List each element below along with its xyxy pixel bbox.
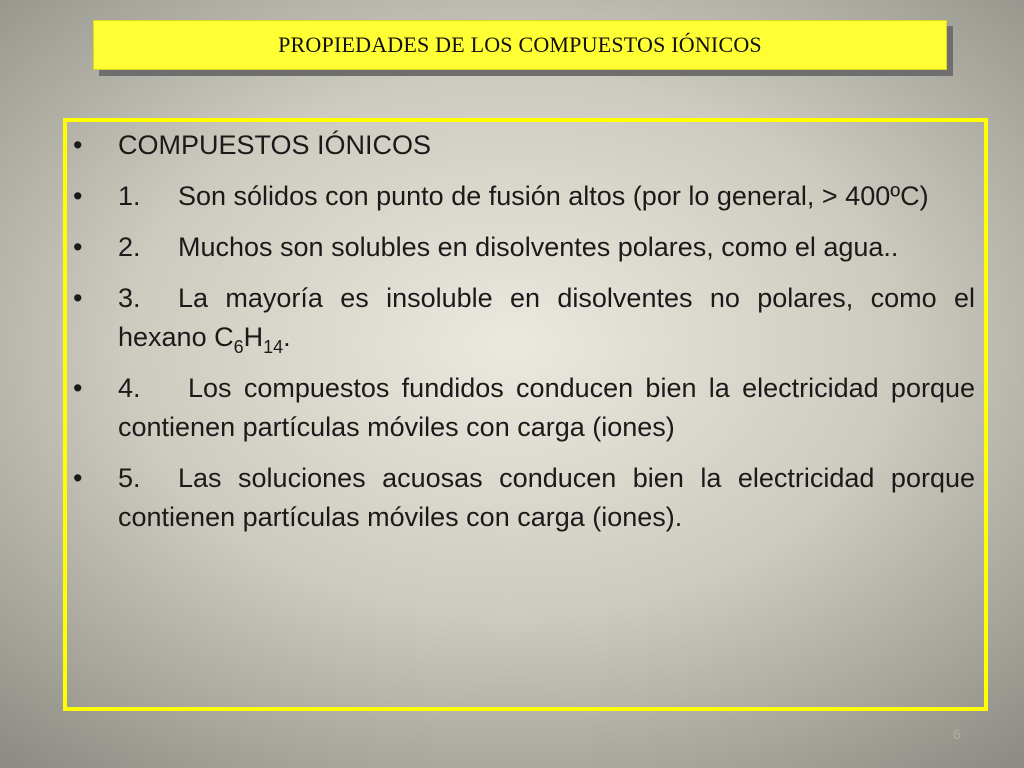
bullet-heading: COMPUESTOS IÓNICOS: [118, 130, 432, 160]
bullet-list: [73, 126, 975, 549]
item-text: La mayoría es insoluble en disolventes no polares, como el hexano C: [118, 283, 975, 352]
bullet-item-1: [73, 177, 975, 216]
bullet-dot: •: [73, 283, 83, 313]
slide-title: PROPIEDADES DE LOS COMPUESTOS IÓNICOS: [278, 32, 762, 57]
footer-page-number-right: 6: [953, 726, 961, 742]
bullet-item-5: [73, 459, 975, 537]
subscript-carbon: 6: [233, 337, 244, 357]
item-number: 5.: [118, 463, 141, 493]
item-number: 3.: [118, 283, 141, 313]
item-number: 1.: [118, 181, 141, 211]
item-number: 2.: [118, 232, 141, 262]
bullet-item-4: [73, 369, 975, 447]
bullet-item-heading: [73, 126, 975, 165]
bullet-item-3: [73, 279, 975, 357]
bullet-item-2: [73, 228, 975, 267]
formula-h: H: [243, 322, 264, 352]
item-text: Los compuestos fundidos conducen bien la electricidad porque contienen partículas móviles con carga (iones): [118, 373, 975, 442]
item-text: Son sólidos con punto de fusión altos (por lo general, > 400ºC): [178, 181, 929, 211]
item-text-end: .: [283, 322, 291, 352]
bullet-dot: •: [73, 130, 83, 160]
bullet-dot: •: [73, 373, 83, 403]
item-text: Muchos son solubles en disolventes polares, como el agua..: [178, 232, 899, 262]
bullet-dot: •: [73, 181, 83, 211]
title-bar: [93, 20, 947, 70]
bullet-dot: •: [73, 463, 83, 493]
bullet-dot: •: [73, 232, 83, 262]
footer-page-number-center: 6: [506, 726, 514, 742]
subscript-hydrogen: 14: [263, 337, 284, 357]
item-text: Las soluciones acuosas conducen bien la electricidad porque contienen partículas móviles con carga (iones).: [118, 463, 975, 532]
item-number: 4.: [118, 373, 141, 403]
